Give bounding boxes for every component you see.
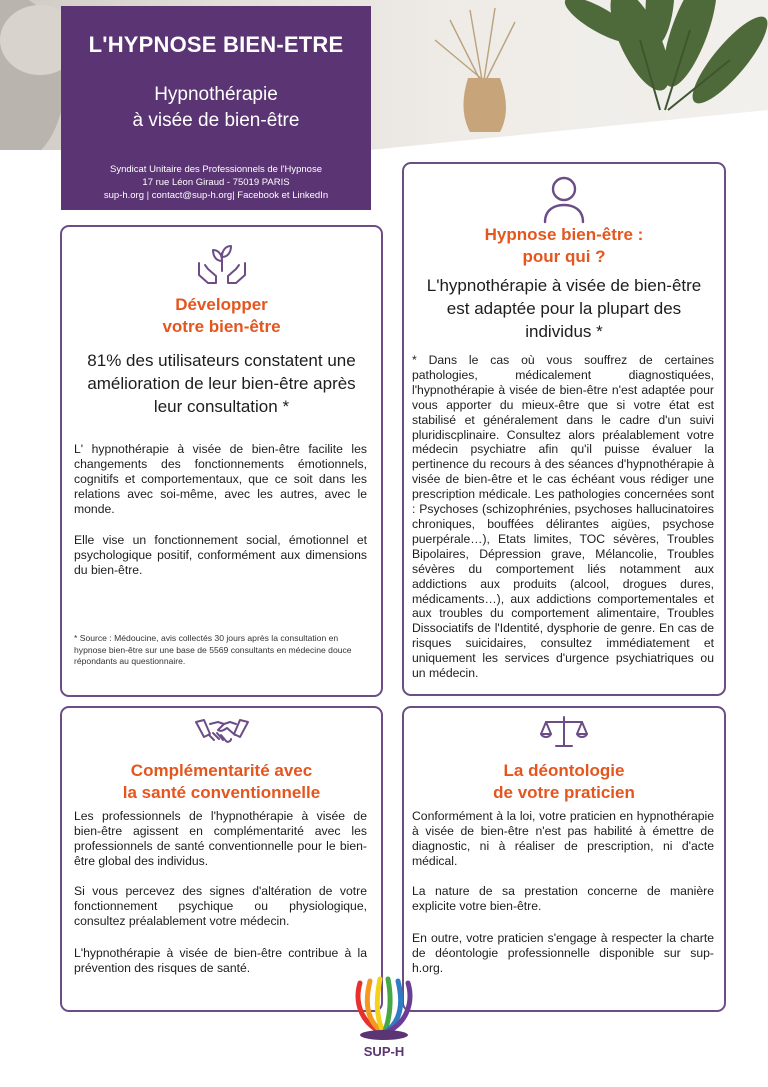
card-paragraph-2: Si vous percevez des signes d'altération de votre fonctionnement psychique ou physiologique, consultez préalablement votre médecin. bbox=[74, 884, 367, 928]
card-paragraph-1: Conformément à la loi, votre praticien en hypnothérapie à visée de bien-être n'est pas habilité à émettre de diagnostic, ni à réaliser de prescription, ni d'acte médical. bbox=[412, 809, 714, 868]
card-title-line1: Hypnose bien-être : bbox=[484, 225, 644, 244]
card-source-note: * Source : Médoucine, avis collectés 30 jours après la consultation en hypnose bien-être sur une base de 5569 consultants en médecine douce répondants au questionnaire. bbox=[74, 633, 352, 666]
card-paragraph-1: Les professionnels de l'hypnothérapie à visée de bien-être agissent en complémentarité avec les professionnels de santé conventionnelle pour le bien-être global des individus. bbox=[74, 809, 367, 868]
card-title-line2: pour qui ? bbox=[522, 247, 606, 266]
lead-line3: leur consultation * bbox=[153, 397, 290, 416]
card-title-line1: La déontologie bbox=[503, 761, 625, 780]
header-banner bbox=[61, 6, 371, 210]
card-paragraph-1: L' hypnothérapie à visée de bien-être facilite les changements des fonctionnements émotionnels, cognitifs et comportementaux, que ce soit dans les relations avec soi-même, avec les autres, avec le monde. bbox=[74, 442, 367, 516]
scales-icon bbox=[540, 714, 588, 755]
logo-text: SUP-H bbox=[363, 1044, 405, 1059]
card-paragraph-3: En outre, votre praticien s'engage à respecter la charte de déontologie professionnelle disponible sur sup-h.org. bbox=[412, 931, 714, 975]
card-paragraph-2: La nature de sa prestation concerne de manière explicite votre bien-être. bbox=[412, 884, 714, 913]
subtitle-line2: à visée de bien-être bbox=[132, 110, 300, 131]
lead-line3: individus * bbox=[525, 322, 603, 341]
card-complementarity bbox=[60, 706, 383, 1012]
org-name: Syndicat Unitaire des Professionnels de l'Hypnose bbox=[110, 164, 322, 175]
org-address: 17 rue Léon Giraud - 75019 PARIS bbox=[142, 177, 290, 188]
main-title: L'HYPNOSE BIEN-ETRE bbox=[88, 32, 344, 57]
card-paragraph-3: L'hypnothérapie à visée de bien-être contribue à la prévention des risques de santé. bbox=[74, 946, 367, 975]
card-title-line1: Complémentarité avec bbox=[130, 761, 313, 780]
card-title bbox=[404, 224, 724, 268]
org-contact: sup-h.org | contact@sup-h.org| Facebook et LinkedIn bbox=[103, 190, 329, 201]
card-title-line1: Développer bbox=[175, 295, 268, 314]
card-title bbox=[404, 760, 724, 804]
card-title bbox=[62, 294, 381, 338]
card-ethics bbox=[402, 706, 726, 1012]
card-paragraph-1: * Dans le cas où vous souffrez de certaines pathologies, médicalement diagnostiquées, l'hypnothérapie à visée de bien-être n'est adaptée pour vous apporter du mieux-être que si votre état est stabilisé et généralement dans le cadre d'un suivi pluridiscplinaire. Consultez alors préalablement votre médecin psychiatre afin qu'il puisse évaluer la pertinence du recours à des séances d'hypnothérapie à visée de bien-être et le cas échéant vous rédiger une prescription médicale. Les pathologies concernées sont : Psychoses (schizophrénies, psychoses hallucinatoires chroniques, bouffées délirantes aigües, psychose puerpérale…), Etats limites, TOC sévères, Troubles Bipolaires, Dépression grave, Mélancolie, Troubles sévères du comportement liés notamment aux addictions aux produits (alcool, drogues dures, médicaments…), aux addictions comportementales et aux troubles du comportement alimentaire, Troubles Dissociatifs de l'Identité, dysphorie de genre. En cas de risques suicidaires, consultez immédiatement et uniquement les services d'urgence psychiatriques ou un médecin. bbox=[412, 353, 714, 681]
organization-info bbox=[61, 163, 371, 202]
card-title-line2: de votre praticien bbox=[493, 783, 635, 802]
handshake-icon bbox=[194, 716, 250, 755]
card-title bbox=[62, 760, 381, 804]
card-develop-wellbeing bbox=[60, 225, 383, 697]
card-lead bbox=[410, 274, 718, 343]
hands-plant-icon bbox=[196, 241, 248, 292]
person-icon bbox=[541, 174, 587, 229]
card-lead bbox=[70, 349, 373, 418]
card-title-line2: votre bien-être bbox=[162, 317, 281, 336]
lead-line2: est adaptée pour la plupart des bbox=[446, 299, 682, 318]
lead-line1: 81% des utilisateurs constatent une bbox=[87, 351, 356, 370]
card-for-whom bbox=[402, 162, 726, 696]
lead-line2: amélioration de leur bien-être après bbox=[87, 374, 356, 393]
lead-line1: L'hypnothérapie à visée de bien-être bbox=[426, 276, 702, 295]
subtitle-line1: Hypnothérapie bbox=[154, 84, 278, 105]
card-paragraph-2: Elle vise un fonctionnement social, émotionnel et psychologique positif, conformément aux dimensions du bien-être. bbox=[74, 533, 367, 577]
card-title-line2: la santé conventionnelle bbox=[122, 783, 321, 802]
